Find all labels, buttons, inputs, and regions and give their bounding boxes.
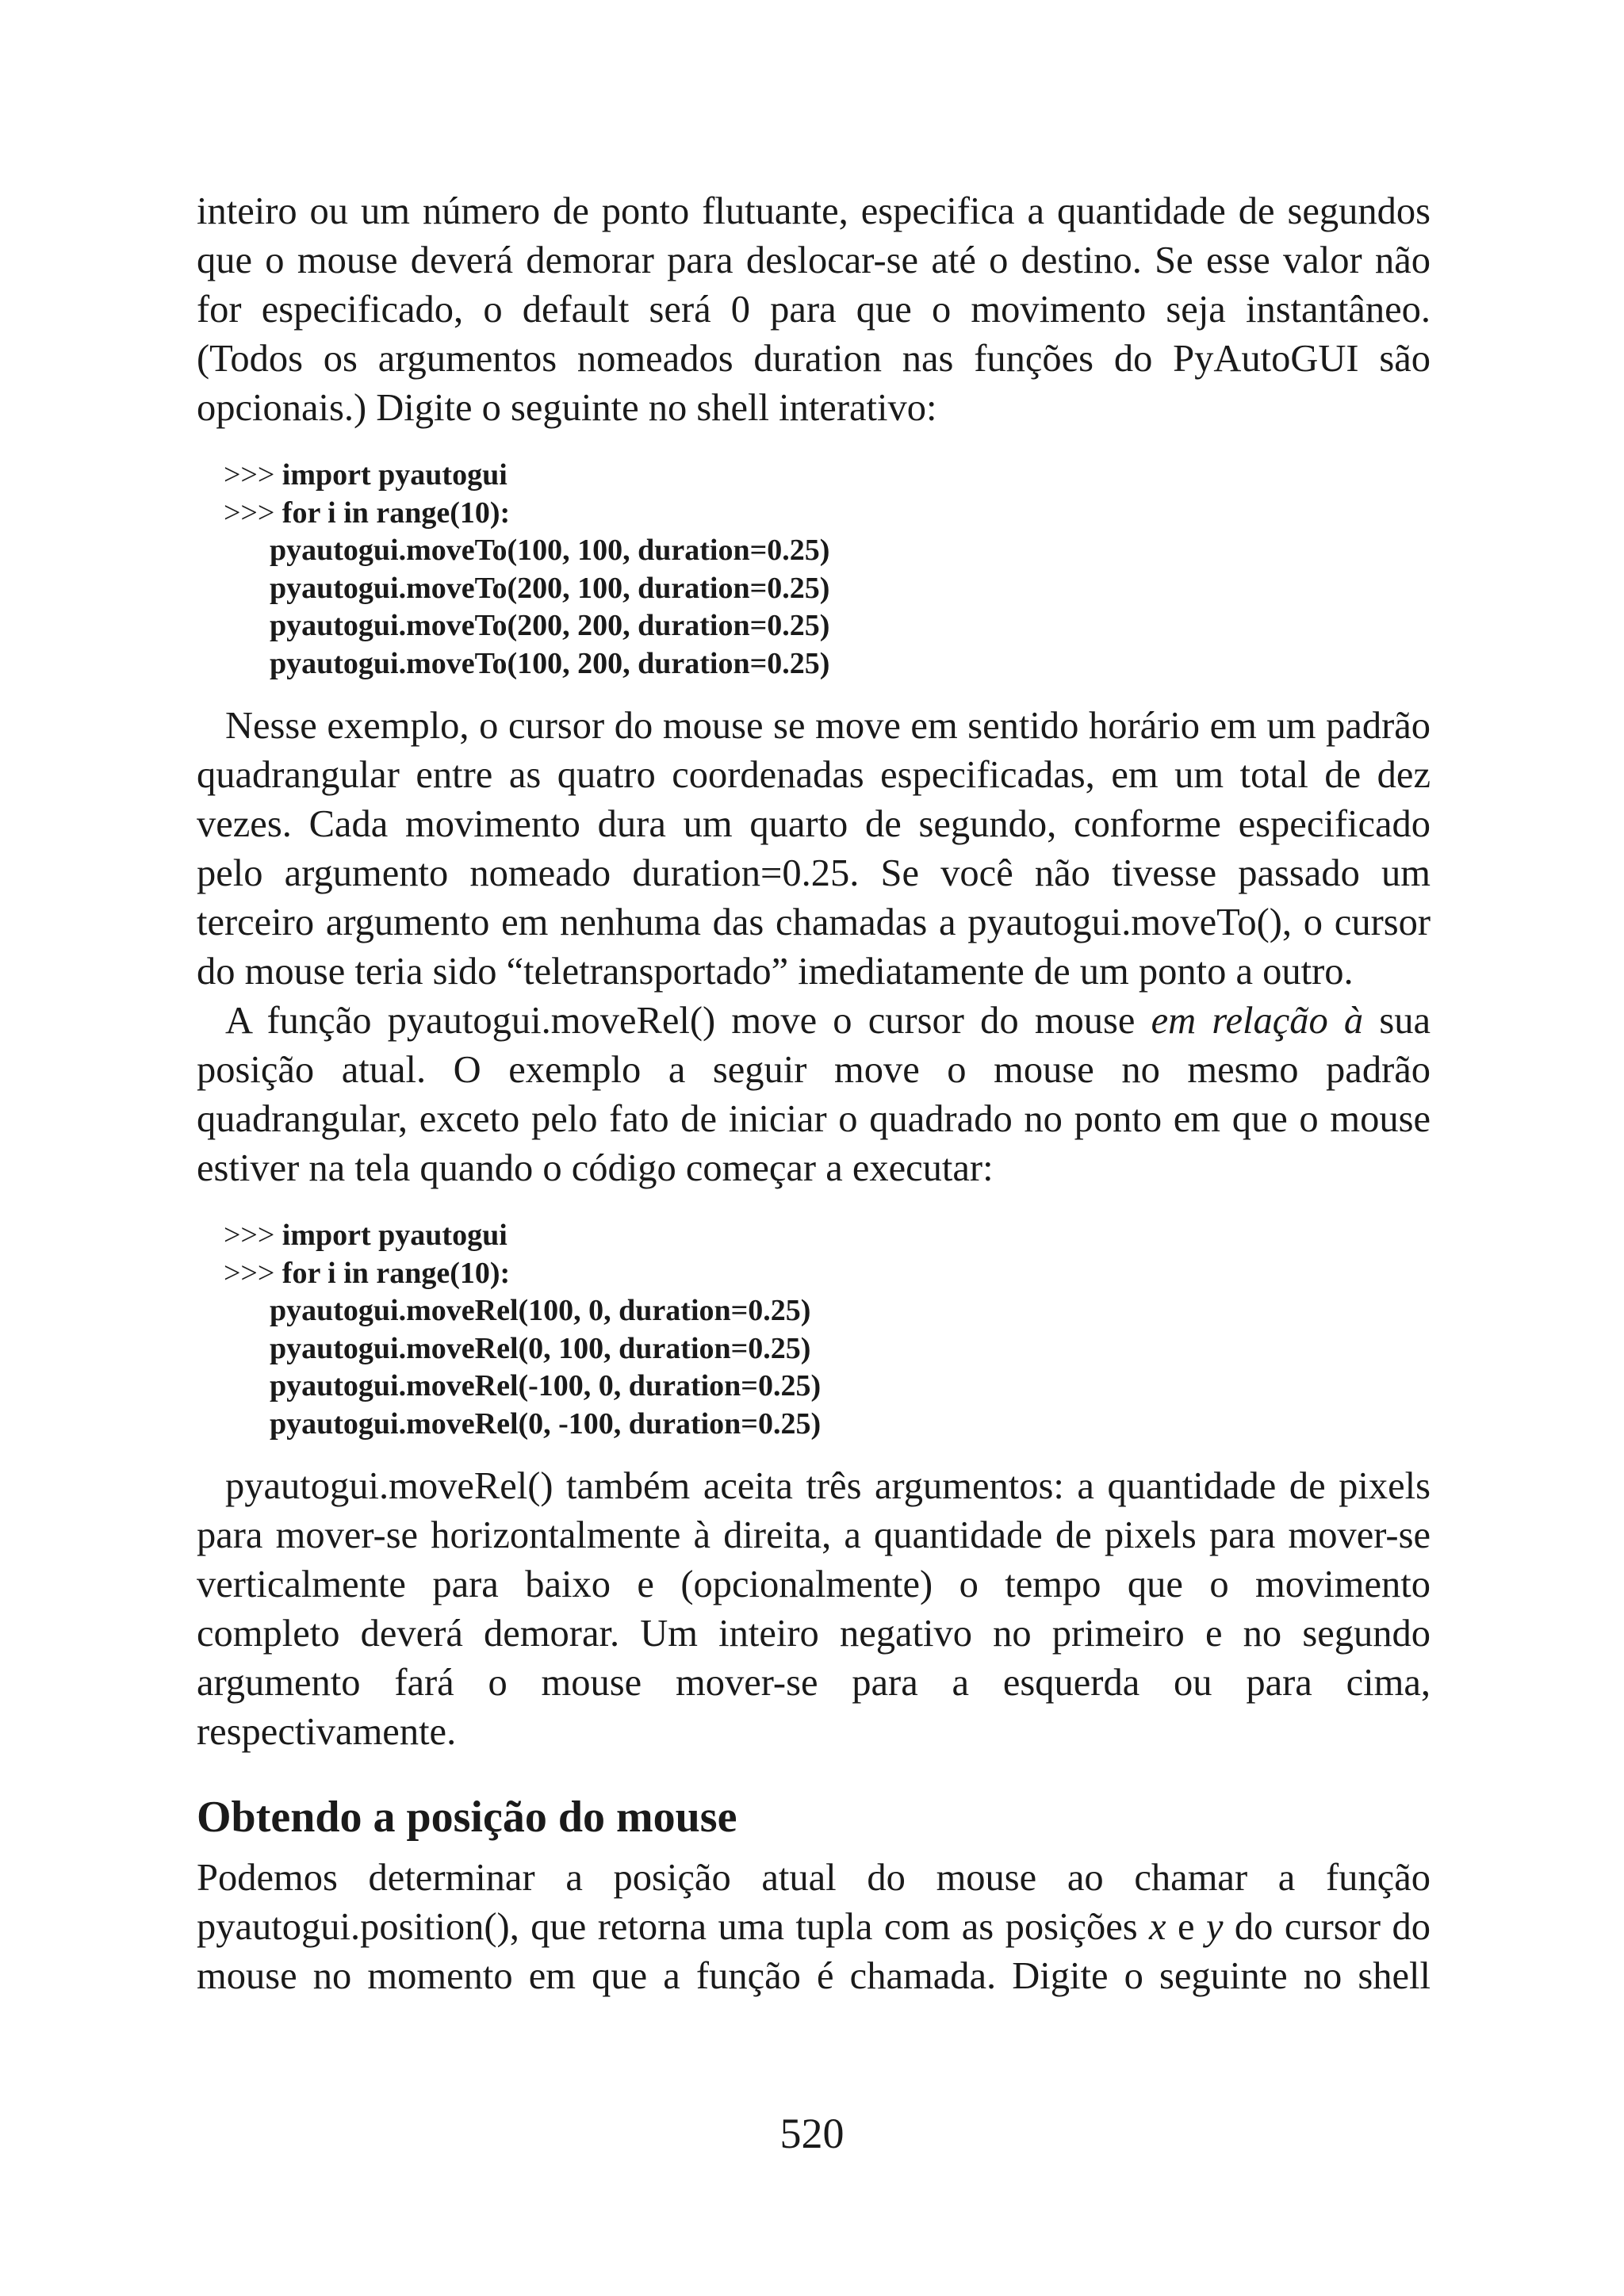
paragraph-moveto-explanation: Nesse exemplo, o cursor do mouse se move em sentido horário em um padrão quadrangular entre as quatro coordenadas especificadas, em um total de dez vezes. Cada movimento dura um quarto de segundo, conforme especificado pelo argumento nomeado duration=0.25. Se você não tivesse passado um terceiro argumento em nenhuma das chamadas a pyautogui.moveTo(), o cursor do mouse teria sido “teletransportado” imediatamente de um ponto a outro. (197, 705, 1431, 993)
shell-prompt: >>> (224, 1256, 282, 1290)
text-run: Podemos determinar a posição atual do mouse ao chamar a função pyautogui.position(), que retorna uma tupla com as posições (197, 1857, 1431, 1948)
code-line: for i in range(10): (282, 496, 511, 530)
code-block-moveto (197, 457, 1431, 683)
text-run: A função pyautogui.moveRel() move o cursor do mouse (225, 1000, 1151, 1042)
shell-prompt: >>> (224, 458, 282, 492)
paragraph-duration-intro: inteiro ou um número de ponto flutuante, especifica a quantidade de segundos que o mouse deverá demorar para deslocar-se até o destino. Se esse valor não for especificado, o default será 0 para que o movimento seja instantâneo. (Todos os argumentos nomeados duration nas funções do PyAutoGUI são opcionais.) Digite o seguinte no shell interativo: (197, 190, 1431, 429)
section-heading: Obtendo a posição do mouse (197, 1793, 737, 1842)
page-number: 520 (779, 2110, 845, 2157)
paragraph-moverel-intro (197, 997, 1431, 1193)
code-line: import pyautogui (282, 458, 508, 492)
code-line: pyautogui.moveTo(200, 200, duration=0.25) (270, 609, 830, 642)
shell-prompt: >>> (224, 1219, 282, 1252)
code-line: pyautogui.moveTo(200, 100, duration=0.25) (270, 571, 830, 605)
emphasis-x: x (1149, 1906, 1166, 1948)
code-line: pyautogui.moveRel(-100, 0, duration=0.25) (270, 1369, 822, 1402)
code-block-moverel (197, 1217, 1431, 1443)
text-run: e (1166, 1906, 1206, 1948)
text-run: do cursor do mouse no momento em que a função é chamada. Digite o seguinte no shell (197, 1906, 1431, 1997)
shell-prompt: >>> (224, 496, 282, 530)
code-line: import pyautogui (282, 1219, 508, 1252)
paragraph-position-intro (197, 1854, 1431, 2001)
code-line: pyautogui.moveTo(100, 100, duration=0.25) (270, 534, 830, 567)
code-line: pyautogui.moveRel(0, -100, duration=0.25) (270, 1406, 822, 1441)
emphasis-y: y (1205, 1906, 1224, 1948)
text-run: sua posição atual. O exemplo a seguir move o mouse no mesmo padrão quadrangular, exceto pelo fato de iniciar o quadrado no ponto em que o mouse estiver na tela quando o código começar a executar: (197, 1000, 1431, 1189)
code-line: pyautogui.moveTo(100, 200, duration=0.25) (270, 646, 830, 680)
code-line: pyautogui.moveRel(100, 0, duration=0.25) (270, 1294, 811, 1327)
book-page (197, 187, 1431, 2001)
emphasis-text: em relação à (1151, 1000, 1364, 1042)
code-line: for i in range(10): (282, 1256, 511, 1290)
code-line: pyautogui.moveRel(0, 100, duration=0.25) (270, 1331, 811, 1365)
paragraph-moverel-arguments: pyautogui.moveRel() também aceita três argumentos: a quantidade de pixels para mover-se horizontalmente à direita, a quantidade de pixels para mover-se verticalmente para baixo e (opcionalmente) o tempo que o movimento completo deverá demorar. Um inteiro negativo no primeiro e no segundo argumento fará o mouse mover-se para a esquerda ou para cima, respectivamente. (197, 1465, 1431, 1753)
